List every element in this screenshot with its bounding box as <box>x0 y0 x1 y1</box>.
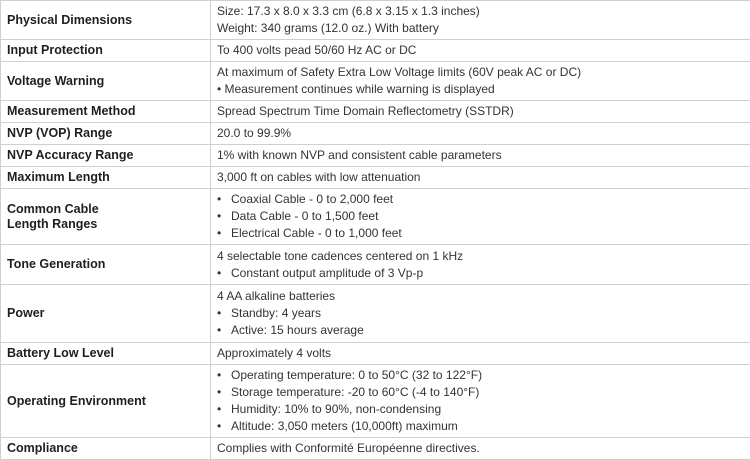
list-item: • Coaxial Cable - 0 to 2,000 feet <box>217 191 750 208</box>
spec-value-line: • Measurement continues while warning is displayed <box>217 81 750 98</box>
spec-value-line: 20.0 to 99.9% <box>217 125 750 142</box>
spec-value <box>211 365 750 438</box>
spec-value-line: Approximately 4 volts <box>217 345 750 362</box>
spec-value-line: Spread Spectrum Time Domain Reflectometry (SSTDR) <box>217 103 750 120</box>
spec-label: Operating Environment <box>1 365 211 438</box>
spec-value-line: Weight: 340 grams (12.0 oz.) With battery <box>217 20 750 37</box>
spec-bullet-list <box>217 191 750 242</box>
spec-label-line: Length Ranges <box>7 217 210 232</box>
spec-row-power <box>1 285 750 343</box>
spec-row-voltage-warning <box>1 62 750 101</box>
spec-value <box>211 438 750 460</box>
spec-value <box>211 123 750 145</box>
spec-value-line: Complies with Conformité Européenne directives. <box>217 440 750 457</box>
spec-value-line: Size: 17.3 x 8.0 x 3.3 cm (6.8 x 3.15 x 1.3 inches) <box>217 3 750 20</box>
spec-value <box>211 189 750 245</box>
list-item: • Storage temperature: -20 to 60°C (-4 to 140°F) <box>217 384 750 401</box>
spec-row-operating-environment <box>1 365 750 438</box>
list-item: • Data Cable - 0 to 1,500 feet <box>217 208 750 225</box>
spec-label-line: Common Cable <box>7 202 210 217</box>
spec-value-line: 4 selectable tone cadences centered on 1 kHz <box>217 248 750 265</box>
spec-value-line: 1% with known NVP and consistent cable parameters <box>217 147 750 164</box>
list-item: • Standby: 4 years <box>217 305 750 322</box>
spec-row-input-protection <box>1 40 750 62</box>
spec-row-nvp-range <box>1 123 750 145</box>
spec-row-nvp-accuracy-range <box>1 145 750 167</box>
spec-row-common-cable-length-ranges <box>1 189 750 245</box>
list-item: • Electrical Cable - 0 to 1,000 feet <box>217 225 750 242</box>
spec-bullet-list <box>217 265 750 282</box>
spec-value <box>211 1 750 40</box>
spec-label: Compliance <box>1 438 211 460</box>
spec-row-physical-dimensions <box>1 1 750 40</box>
spec-bullet-list <box>217 367 750 435</box>
spec-label: Tone Generation <box>1 245 211 285</box>
spec-value <box>211 343 750 365</box>
spec-value <box>211 145 750 167</box>
spec-value-line: At maximum of Safety Extra Low Voltage limits (60V peak AC or DC) <box>217 64 750 81</box>
spec-label: NVP (VOP) Range <box>1 123 211 145</box>
spec-label: Physical Dimensions <box>1 1 211 40</box>
list-item: • Constant output amplitude of 3 Vp-p <box>217 265 750 282</box>
spec-label: NVP Accuracy Range <box>1 145 211 167</box>
spec-row-compliance <box>1 438 750 460</box>
spec-bullet-list <box>217 305 750 339</box>
spec-value-line: 4 AA alkaline batteries <box>217 288 750 305</box>
spec-value <box>211 40 750 62</box>
spec-value <box>211 167 750 189</box>
spec-label: Power <box>1 285 211 343</box>
list-item: • Active: 15 hours average <box>217 322 750 339</box>
spec-label <box>1 189 211 245</box>
list-item: • Operating temperature: 0 to 50°C (32 to 122°F) <box>217 367 750 384</box>
spec-value <box>211 285 750 343</box>
spec-value-line: To 400 volts pead 50/60 Hz AC or DC <box>217 42 750 59</box>
list-item: • Humidity: 10% to 90%, non-condensing <box>217 401 750 418</box>
spec-label: Maximum Length <box>1 167 211 189</box>
spec-row-maximum-length <box>1 167 750 189</box>
spec-row-tone-generation <box>1 245 750 285</box>
spec-value <box>211 62 750 101</box>
spec-row-measurement-method <box>1 101 750 123</box>
spec-label: Measurement Method <box>1 101 211 123</box>
spec-row-battery-low-level <box>1 343 750 365</box>
spec-value <box>211 245 750 285</box>
spec-label: Input Protection <box>1 40 211 62</box>
spec-value-line: 3,000 ft on cables with low attenuation <box>217 169 750 186</box>
spec-label: Battery Low Level <box>1 343 211 365</box>
list-item: • Altitude: 3,050 meters (10,000ft) maximum <box>217 418 750 435</box>
spec-value <box>211 101 750 123</box>
spec-label: Voltage Warning <box>1 62 211 101</box>
